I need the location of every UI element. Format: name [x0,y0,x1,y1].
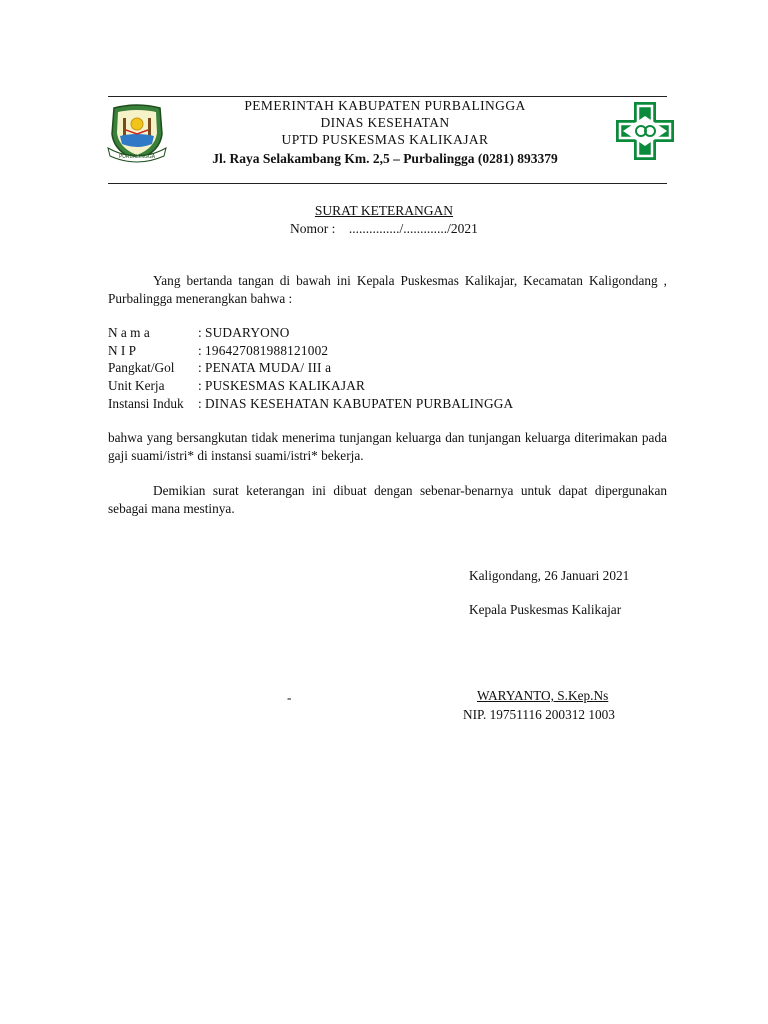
field-value: SUDARYONO [205,325,290,340]
document-title-text: SURAT KETERANGAN [314,203,454,218]
field-colon: : [198,378,202,393]
crest-banner-text: PURBALINGGA [118,154,156,160]
header-agency: DINAS KESEHATAN [320,115,450,130]
statement-paragraph: bahwa yang bersangkutan tidak menerima tunjangan keluarga dan tunjangan keluarga diterimakan pada gaji suami/istri* di instansi suami/istri* bekerja. [108,430,667,463]
field-value: PUSKESMAS KALIKAJAR [205,378,366,393]
signature-place-date: Kaligondang, 26 Januari 2021 [469,568,630,583]
field-label: N I P [108,343,137,358]
header-bottom-rule [108,183,667,184]
signatory-name: WARYANTO, S.Kep.Ns [477,688,609,703]
puskesmas-cross-icon [614,100,676,162]
header-government: PEMERINTAH KABUPATEN PURBALINGGA [244,98,526,113]
closing-paragraph: Demikian surat keterangan ini dibuat dengan sebenar-benarnya untuk dapat dipergunakan sebagai mana mestinya. [108,483,667,516]
field-value: 196427081988121002 [205,343,329,358]
header-unit: UPTD PUSKESMAS KALIKAJAR [281,132,489,147]
field-colon: : [198,343,202,358]
intro-paragraph: Yang bertanda tangan di bawah ini Kepala Puskesmas Kalikajar, Kecamatan Kaligondang , Purbalingga menerangkan bahwa : [108,273,667,306]
field-colon: : [198,360,202,375]
field-label: Instansi Induk [108,396,184,411]
field-value: DINAS KESEHATAN KABUPATEN PURBALINGGA [205,396,514,411]
header-top-rule [108,96,667,97]
signatory-nip: NIP. 19751116 200312 1003 [463,707,615,722]
field-value: PENATA MUDA/ III a [205,360,332,375]
field-label: Pangkat/Gol [108,360,175,375]
stray-dash: - [287,690,292,705]
number-value: .............../............./2021 [348,221,478,236]
signature-position: Kepala Puskesmas Kalikajar [469,602,622,617]
regency-crest-icon [106,104,168,164]
header-address: Jl. Raya Selakambang Km. 2,5 – Purbalingga (0281) 893379 [212,151,558,166]
field-label: Unit Kerja [108,378,165,393]
number-label: Nomor : [290,221,336,236]
field-colon: : [198,396,202,411]
document-title [0,203,768,219]
document-number [0,221,768,237]
field-label: N a m a [108,325,150,340]
field-colon: : [198,325,202,340]
